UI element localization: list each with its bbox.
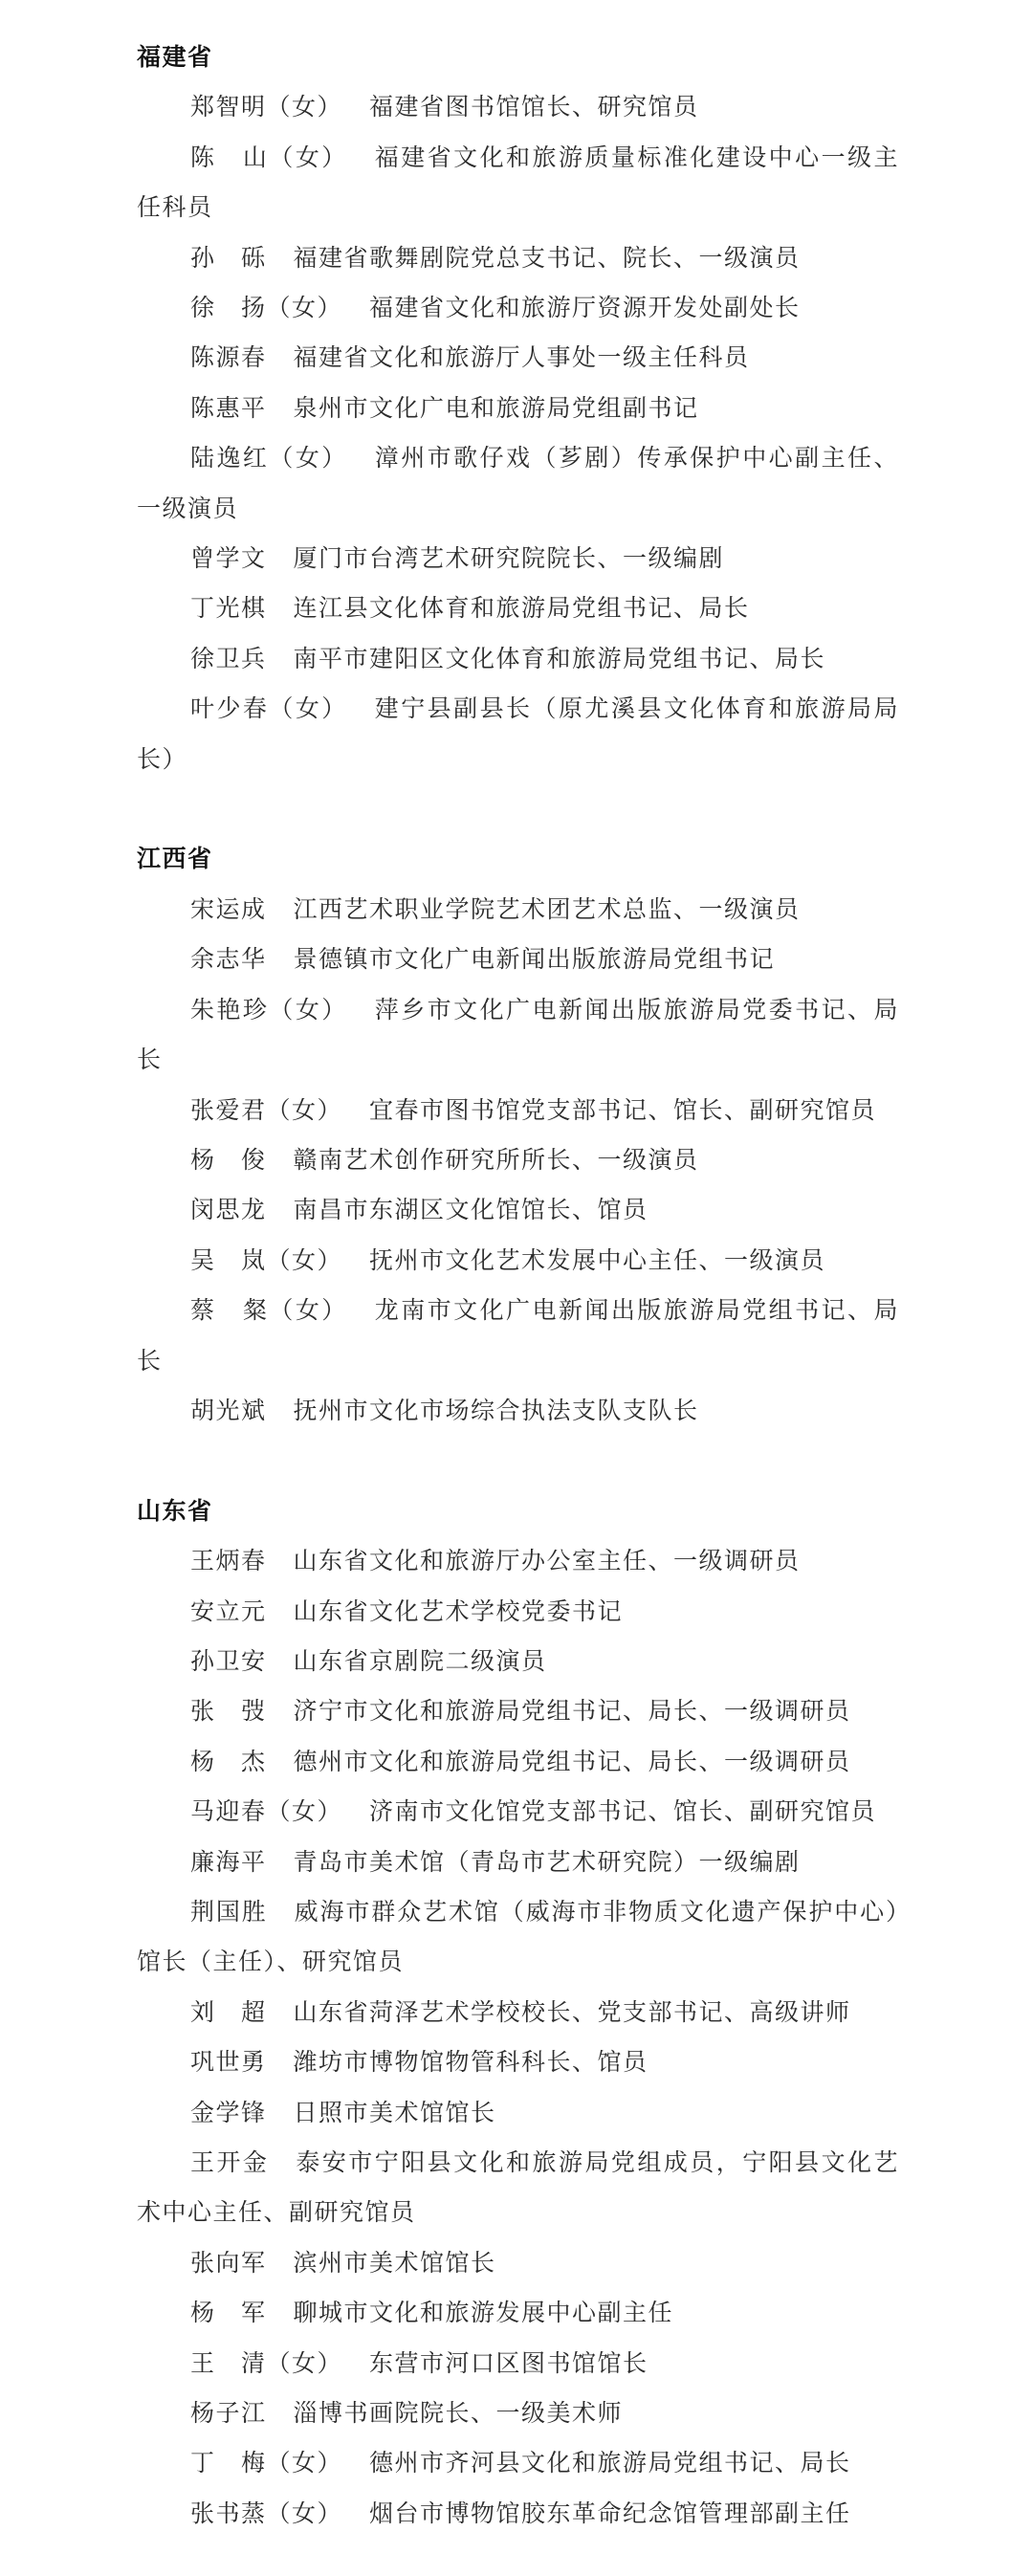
province-section <box>137 33 899 784</box>
person-title: 潍坊市博物馆物管科科长、馆员 <box>293 2048 648 2077</box>
person-title: 聊城市文化和旅游发展中心副主任 <box>293 2299 674 2327</box>
person-name: 徐 扬（女） <box>190 294 343 322</box>
person-entry <box>137 2288 899 2338</box>
person-entry <box>137 2238 899 2288</box>
person-name: 杨 杰 <box>190 1747 267 1775</box>
province-section <box>137 834 899 1436</box>
person-name: 朱艳珍（女） <box>190 995 348 1024</box>
person-entry <box>137 1286 899 1386</box>
person-entry <box>137 283 899 333</box>
person-title: 南昌市东湖区文化馆馆长、馆员 <box>293 1196 648 1224</box>
person-title: 建宁县副县长（原尤溪县文化体育和旅游局局长） <box>137 694 899 773</box>
person-name: 巩世勇 <box>190 2048 267 2077</box>
person-title: 福建省文化和旅游厅人事处一级主任科员 <box>293 343 750 372</box>
person-name: 张向军 <box>190 2248 267 2277</box>
person-entry <box>137 384 899 433</box>
person-entry <box>137 1587 899 1637</box>
person-title: 抚州市文化市场综合执法支队支队长 <box>293 1396 699 1424</box>
person-entry <box>137 1536 899 1586</box>
person-title: 泉州市文化广电和旅游局党组副书记 <box>293 393 699 422</box>
person-title: 滨州市美术馆馆长 <box>293 2248 496 2277</box>
person-title: 青岛市美术馆（青岛市艺术研究院）一级编剧 <box>293 1847 801 1876</box>
person-entry <box>137 1887 899 1988</box>
person-entry <box>137 634 899 684</box>
person-name: 郑智明（女） <box>190 93 343 121</box>
person-name: 刘 超 <box>190 1997 267 2026</box>
person-title: 山东省菏泽艺术学校校长、党支部书记、高级讲师 <box>293 1997 851 2026</box>
person-name: 陆逸红（女） <box>190 444 348 473</box>
person-title: 福建省图书馆馆长、研究馆员 <box>369 93 699 121</box>
person-name: 丁 梅（女） <box>190 2449 343 2477</box>
person-name: 胡光斌 <box>190 1396 267 1424</box>
person-title: 德州市齐河县文化和旅游局党组书记、局长 <box>369 2449 851 2477</box>
person-entry <box>137 333 899 383</box>
person-entry <box>137 583 899 633</box>
person-name: 安立元 <box>190 1596 267 1625</box>
person-name: 陈惠平 <box>190 393 267 422</box>
person-name: 张爱君（女） <box>190 1095 343 1124</box>
person-title: 赣南艺术创作研究所所长、一级演员 <box>293 1145 699 1174</box>
person-entry <box>137 1988 899 2037</box>
person-name: 宋运成 <box>190 894 267 923</box>
person-entry <box>137 534 899 583</box>
person-entry <box>137 433 899 534</box>
person-name: 张书蒸（女） <box>190 2499 343 2527</box>
person-title: 宜春市图书馆党支部书记、馆长、副研究馆员 <box>369 1095 877 1124</box>
person-entry <box>137 1135 899 1185</box>
person-title: 日照市美术馆馆长 <box>293 2098 496 2126</box>
person-name: 廉海平 <box>190 1847 267 1876</box>
person-title: 漳州市歌仔戏（芗剧）传承保护中心副主任、一级演员 <box>137 444 899 522</box>
person-entry <box>137 233 899 283</box>
province-heading: 江西省 <box>137 845 213 873</box>
person-title: 山东省文化和旅游厅办公室主任、一级调研员 <box>293 1547 801 1575</box>
person-entry <box>137 2037 899 2087</box>
person-name: 孙 砾 <box>190 243 267 272</box>
person-entry <box>137 1185 899 1235</box>
person-title: 江西艺术职业学院艺术团艺术总监、一级演员 <box>293 894 801 923</box>
person-entry <box>137 2489 899 2539</box>
person-name: 闵思龙 <box>190 1196 267 1224</box>
person-title: 淄博书画院院长、一级美术师 <box>293 2399 624 2428</box>
person-title: 福建省文化和旅游厅资源开发处副处长 <box>369 294 801 322</box>
person-name: 王 清（女） <box>190 2348 343 2377</box>
person-name: 杨 军 <box>190 2299 267 2327</box>
person-name: 王炳春 <box>190 1547 267 1575</box>
person-title: 萍乡市文化广电新闻出版旅游局党委书记、局长 <box>137 995 899 1074</box>
person-entry <box>137 2138 899 2238</box>
person-title: 南平市建阳区文化体育和旅游局党组书记、局长 <box>293 644 826 672</box>
person-name: 丁光棋 <box>190 594 267 623</box>
province-section <box>137 1486 899 2540</box>
person-entry <box>137 82 899 132</box>
person-name: 陈源春 <box>190 343 267 372</box>
province-heading: 山东省 <box>137 1496 213 1525</box>
person-title: 福建省文化和旅游质量标准化建设中心一级主任科员 <box>137 143 899 222</box>
person-entry <box>137 1686 899 1736</box>
person-entry <box>137 1787 899 1837</box>
person-title: 济宁市文化和旅游局党组书记、局长、一级调研员 <box>293 1697 851 1726</box>
person-name: 徐卫兵 <box>190 644 267 672</box>
person-name: 陈 山（女） <box>190 143 348 171</box>
person-title: 景德镇市文化广电新闻出版旅游局党组书记 <box>293 945 776 974</box>
person-name: 孙卫安 <box>190 1646 267 1675</box>
person-entry <box>137 2088 899 2138</box>
person-name: 余志华 <box>190 945 267 974</box>
person-entry <box>137 1737 899 1787</box>
person-title: 连江县文化体育和旅游局党组书记、局长 <box>293 594 750 623</box>
person-name: 金学锋 <box>190 2098 267 2126</box>
person-entry <box>137 935 899 984</box>
person-entry <box>137 2438 899 2488</box>
person-entry <box>137 684 899 784</box>
person-title: 山东省京剧院二级演员 <box>293 1646 547 1675</box>
person-name: 张 弢 <box>190 1697 267 1726</box>
person-title: 龙南市文化广电新闻出版旅游局党组书记、局长 <box>137 1296 899 1375</box>
person-name: 吴 岚（女） <box>190 1245 343 1274</box>
person-title: 福建省歌舞剧院党总支书记、院长、一级演员 <box>293 243 801 272</box>
person-title: 抚州市文化艺术发展中心主任、一级演员 <box>369 1245 826 1274</box>
person-entry <box>137 1236 899 1286</box>
person-title: 烟台市博物馆胶东革命纪念馆管理部副主任 <box>369 2499 851 2527</box>
person-title: 德州市文化和旅游局党组书记、局长、一级调研员 <box>293 1747 851 1775</box>
person-entry <box>137 1386 899 1436</box>
person-title: 济南市文化馆党支部书记、馆长、副研究馆员 <box>369 1797 877 1826</box>
person-name: 荆国胜 <box>190 1898 268 1926</box>
person-name: 蔡 粲（女） <box>190 1296 348 1325</box>
person-entry <box>137 1838 899 1887</box>
person-entry <box>137 133 899 233</box>
province-heading: 福建省 <box>137 43 213 71</box>
person-name: 曾学文 <box>190 544 267 573</box>
person-name: 马迎春（女） <box>190 1797 343 1826</box>
person-entry <box>137 1086 899 1135</box>
person-entry <box>137 2339 899 2389</box>
person-name: 王开金 <box>190 2148 270 2177</box>
person-name: 杨 俊 <box>190 1145 267 1174</box>
person-title: 厦门市台湾艺术研究院院长、一级编剧 <box>293 544 725 573</box>
person-title: 东营市河口区图书馆馆长 <box>369 2348 648 2377</box>
person-title: 泰安市宁阳县文化和旅游局党组成员，宁阳县文化艺术中心主任、副研究馆员 <box>137 2148 899 2227</box>
person-entry <box>137 885 899 935</box>
person-entry <box>137 2389 899 2438</box>
person-name: 叶少春（女） <box>190 694 348 723</box>
person-title: 威海市群众艺术馆（威海市非物质文化遗产保护中心）馆长（主任）、研究馆员 <box>137 1898 899 1976</box>
person-entry <box>137 985 899 1086</box>
person-entry <box>137 1637 899 1686</box>
person-title: 山东省文化艺术学校党委书记 <box>293 1596 624 1625</box>
person-name: 杨子江 <box>190 2399 267 2428</box>
